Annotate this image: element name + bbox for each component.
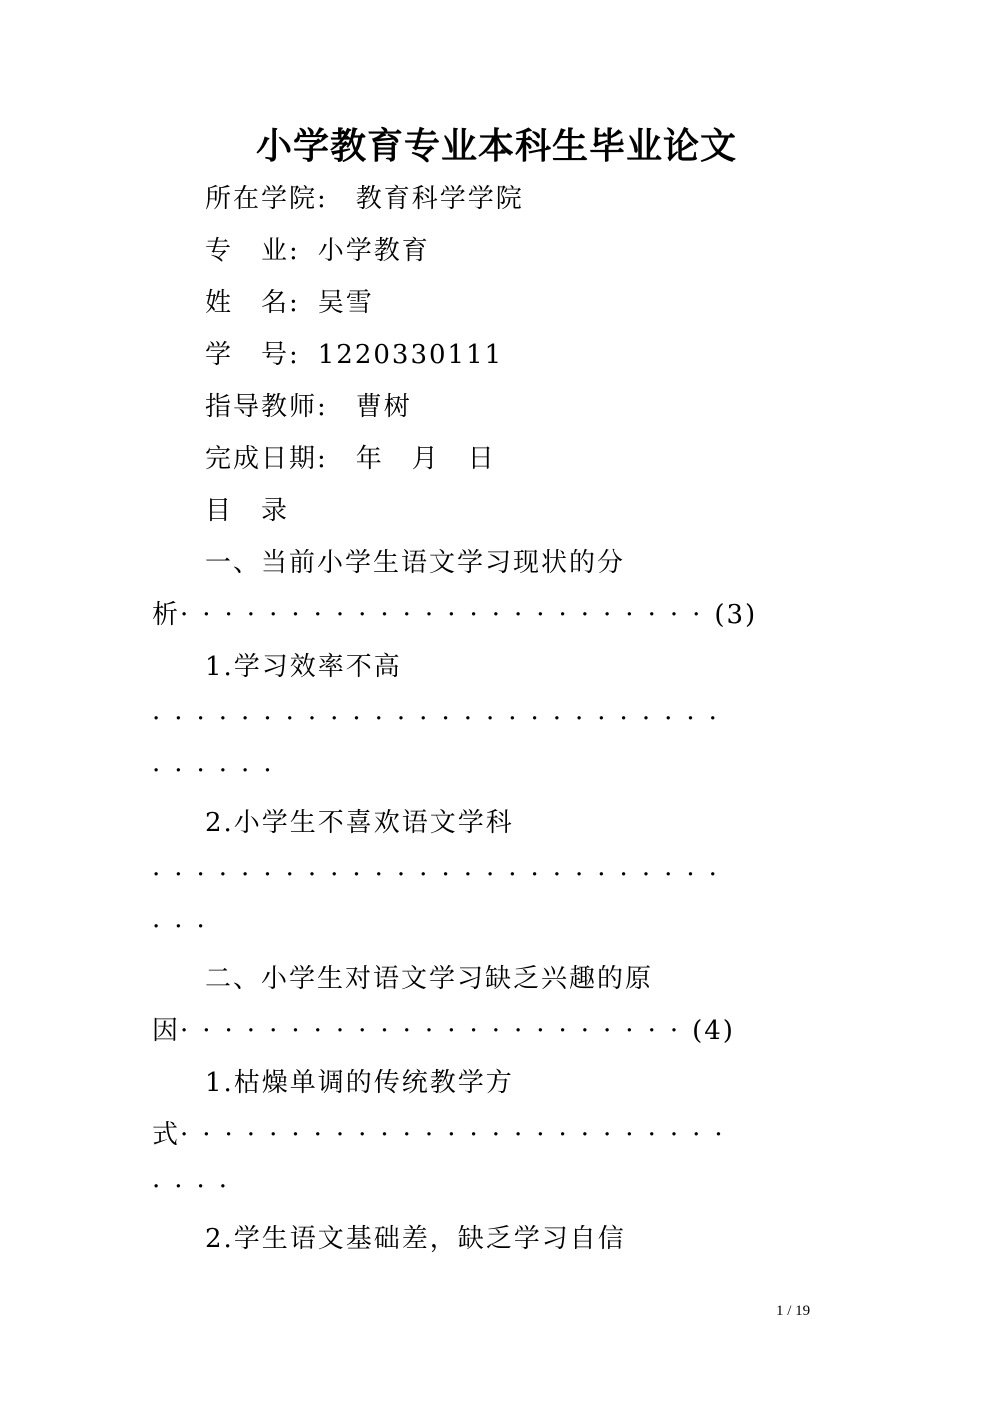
toc-item1-2-dots-b: ··· — [152, 912, 219, 942]
date-value: 年 月 日 — [355, 444, 496, 474]
toc-item2-2: 2.学生语文基础差，缺乏学习自信 — [205, 1224, 626, 1254]
toc-section1-leader — [152, 599, 757, 631]
date-label: 完成日期: — [205, 444, 328, 474]
toc-item1-2: 2.小学生不喜欢语文学科 — [205, 808, 514, 838]
date-line — [205, 443, 496, 475]
toc-section2-leader — [152, 1015, 735, 1047]
student-id-label: 学 号: — [205, 340, 300, 370]
toc-section1-title: 一、当前小学生语文学习现状的分 — [205, 548, 626, 578]
name-value: 吴雪 — [317, 288, 374, 318]
toc-item1-1-dots-a: ·························· — [152, 704, 731, 734]
toc-section2-tail: 因 — [152, 1016, 181, 1046]
college-line — [205, 183, 524, 215]
major-line — [205, 235, 430, 267]
toc-item2-1: 1.枯燥单调的传统教学方 — [205, 1068, 514, 1098]
toc-heading: 目 录 — [205, 496, 290, 526]
advisor-line — [205, 391, 412, 423]
toc-section1-page: (3) — [714, 600, 758, 630]
college-label: 所在学院: — [205, 184, 328, 214]
page-number: 1 / 19 — [776, 1303, 811, 1319]
toc-section2-title: 二、小学生对语文学习缺乏兴趣的原 — [205, 964, 654, 994]
toc-item2-1-tail: 式 — [152, 1120, 181, 1150]
college-value: 教育科学学院 — [355, 184, 524, 214]
toc-section1-tail: 析 — [152, 600, 181, 630]
name-line — [205, 287, 374, 319]
toc-item2-1-leader — [152, 1119, 737, 1151]
toc-item1-1-dots-b: ······ — [152, 756, 286, 786]
toc-item2-1-dots-b: ···· — [152, 1172, 242, 1202]
major-label: 专 业: — [205, 236, 300, 266]
document-title: 小学教育专业本科生毕业论文 — [255, 125, 737, 167]
student-id-line — [205, 339, 503, 371]
toc-item1-2-dots-a: ·························· — [152, 860, 731, 890]
toc-item2-1-dots-a: ························· — [180, 1120, 737, 1150]
toc-section2-page: (4) — [692, 1016, 735, 1046]
student-id-value: 1220330111 — [317, 340, 504, 370]
toc-section2-dots: ······················· — [180, 1016, 693, 1046]
toc-section1-dots: ························ — [180, 600, 715, 630]
advisor-label: 指导教师: — [205, 392, 328, 422]
toc-item1-1: 1.学习效率不高 — [205, 652, 402, 682]
major-value: 小学教育 — [317, 236, 430, 266]
advisor-value: 曹树 — [355, 392, 412, 422]
name-label: 姓 名: — [205, 288, 300, 318]
